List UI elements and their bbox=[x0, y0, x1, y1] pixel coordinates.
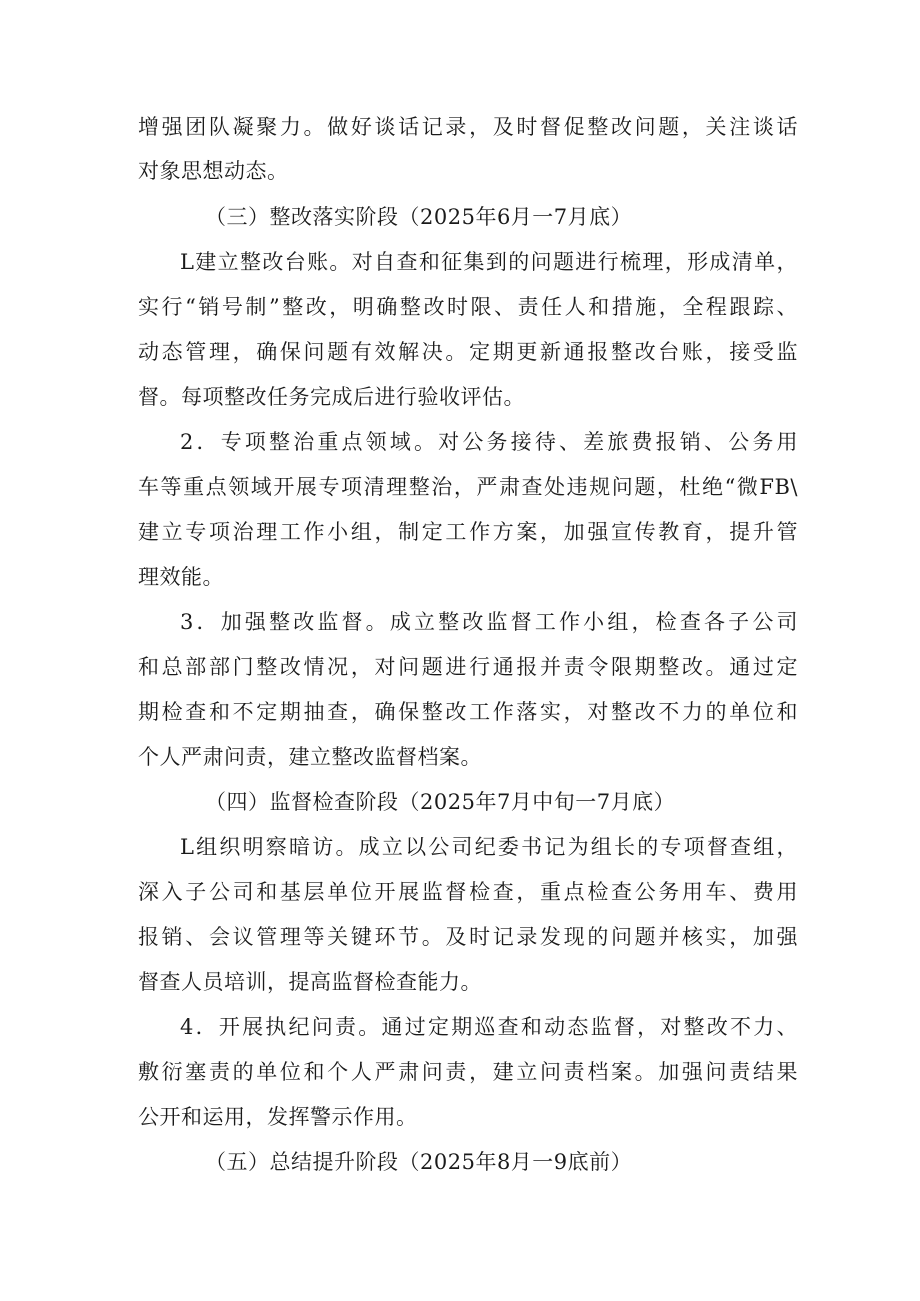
paragraph-line: 报销、会议管理等关键环节。及时记录发现的问题并核实，加强 bbox=[138, 925, 798, 949]
paragraph-line: 个人严肃问责，建立整改监督档案。 bbox=[138, 745, 482, 769]
paragraph-line: L组织明察暗访。成立以公司纪委书记为组长的专项督查组， bbox=[180, 835, 798, 859]
paragraph-line: 公开和运用，发挥警示作用。 bbox=[138, 1105, 418, 1129]
paragraph-line: 车等重点领域开展专项清理整治，严肃查处违规问题，杜绝“微FB\ bbox=[138, 475, 798, 499]
paragraph-line: 3．加强整改监督。成立整改监督工作小组，检查各子公司 bbox=[180, 610, 798, 634]
section-heading-3: （三）整改落实阶段（2025年6月一7月底） bbox=[205, 205, 633, 229]
paragraph-line: 对象思想动态。 bbox=[138, 159, 289, 183]
paragraph-line: 敷衍塞责的单位和个人严肃问责，建立问责档案。加强问责结果 bbox=[138, 1060, 798, 1084]
section-heading-5: （五）总结提升阶段（2025年8月一9底前） bbox=[205, 1150, 633, 1174]
paragraph-line: 实行“销号制”整改，明确整改时限、责任人和措施，全程跟踪、 bbox=[138, 295, 798, 319]
paragraph-line: 期检查和不定期抽查，确保整改工作落实，对整改不力的单位和 bbox=[138, 700, 798, 724]
paragraph-line: 理效能。 bbox=[138, 565, 224, 589]
paragraph-line: 督。每项整改任务完成后进行验收评估。 bbox=[138, 385, 525, 409]
paragraph-line: 深入子公司和基层单位开展监督检查，重点检查公务用车、费用 bbox=[138, 880, 798, 904]
paragraph-line: 增强团队凝聚力。做好谈话记录，及时督促整改问题，关注谈话 bbox=[138, 115, 798, 139]
paragraph-line: 4．开展执纪问责。通过定期巡查和动态监督，对整改不力、 bbox=[180, 1015, 798, 1039]
paragraph-line: 2．专项整治重点领域。对公务接待、差旅费报销、公务用 bbox=[180, 430, 798, 454]
section-heading-4: （四）监督检查阶段（2025年7月中旬一7月底） bbox=[205, 790, 676, 814]
paragraph-line: 建立专项治理工作小组，制定工作方案，加强宣传教育，提升管 bbox=[138, 520, 798, 544]
paragraph-line: 和总部部门整改情况，对问题进行通报并责令限期整改。通过定 bbox=[138, 655, 798, 679]
paragraph-line: 督查人员培训，提高监督检查能力。 bbox=[138, 970, 482, 994]
paragraph-line: L建立整改台账。对自查和征集到的问题进行梳理，形成清单， bbox=[180, 250, 798, 274]
paragraph-line: 动态管理，确保问题有效解决。定期更新通报整改台账，接受监 bbox=[138, 340, 798, 364]
